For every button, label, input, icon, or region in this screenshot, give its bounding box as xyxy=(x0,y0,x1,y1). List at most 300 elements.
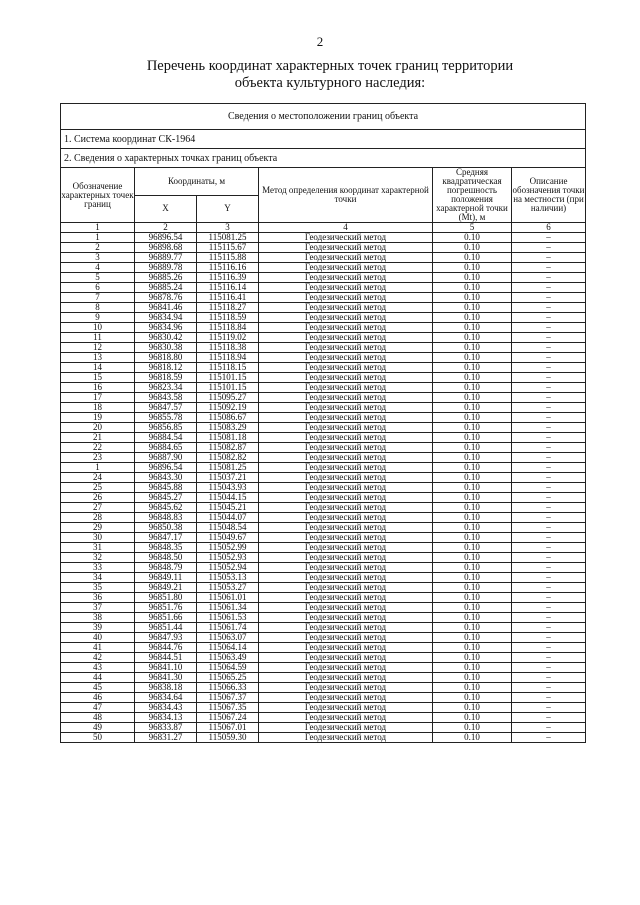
y-coordinate-cell: 115118.15 xyxy=(197,363,259,373)
table-row xyxy=(61,553,586,563)
table-row xyxy=(61,713,586,723)
point-id-cell: 47 xyxy=(61,703,135,713)
table-row xyxy=(61,483,586,493)
method-cell: Геодезический метод xyxy=(259,243,433,253)
point-id-cell: 1 xyxy=(61,233,135,243)
point-id-cell: 45 xyxy=(61,683,135,693)
y-coordinate-cell: 115118.38 xyxy=(197,343,259,353)
error-cell: 0.10 xyxy=(433,673,512,683)
x-coordinate-cell: 96834.96 xyxy=(135,323,197,333)
method-cell: Геодезический метод xyxy=(259,383,433,393)
table-row xyxy=(61,243,586,253)
method-cell: Геодезический метод xyxy=(259,693,433,703)
header-row-1 xyxy=(61,168,586,196)
table-row xyxy=(61,473,586,483)
description-cell: – xyxy=(512,343,586,353)
column-number: 5 xyxy=(433,223,512,233)
coordinates-table xyxy=(60,103,586,743)
description-cell: – xyxy=(512,283,586,293)
x-coordinate-cell: 96841.46 xyxy=(135,303,197,313)
point-id-cell: 50 xyxy=(61,733,135,743)
point-id-cell: 9 xyxy=(61,313,135,323)
column-number: 4 xyxy=(259,223,433,233)
y-coordinate-cell: 115066.33 xyxy=(197,683,259,693)
x-coordinate-cell: 96847.93 xyxy=(135,633,197,643)
error-cell: 0.10 xyxy=(433,603,512,613)
error-cell: 0.10 xyxy=(433,413,512,423)
y-coordinate-cell: 115045.21 xyxy=(197,503,259,513)
point-id-cell: 49 xyxy=(61,723,135,733)
description-cell: – xyxy=(512,423,586,433)
point-id-cell: 15 xyxy=(61,373,135,383)
x-coordinate-cell: 96848.83 xyxy=(135,513,197,523)
x-coordinate-cell: 96851.80 xyxy=(135,593,197,603)
error-cell: 0.10 xyxy=(433,273,512,283)
description-cell: – xyxy=(512,523,586,533)
error-cell: 0.10 xyxy=(433,423,512,433)
table-row xyxy=(61,573,586,583)
col-header-description: Описание обозначения точки на местности (при наличии) xyxy=(512,168,586,223)
description-cell: – xyxy=(512,333,586,343)
x-coordinate-cell: 96845.88 xyxy=(135,483,197,493)
column-number: 1 xyxy=(61,223,135,233)
point-id-cell: 2 xyxy=(61,243,135,253)
method-cell: Геодезический метод xyxy=(259,303,433,313)
point-id-cell: 40 xyxy=(61,633,135,643)
error-cell: 0.10 xyxy=(433,583,512,593)
table-row xyxy=(61,373,586,383)
x-coordinate-cell: 96823.34 xyxy=(135,383,197,393)
description-cell: – xyxy=(512,303,586,313)
x-coordinate-cell: 96887.90 xyxy=(135,453,197,463)
col-header-designation: Обозначение характерных точек границ xyxy=(61,168,135,223)
error-cell: 0.10 xyxy=(433,733,512,743)
y-coordinate-cell: 115059.30 xyxy=(197,733,259,743)
point-id-cell: 16 xyxy=(61,383,135,393)
x-coordinate-cell: 96841.10 xyxy=(135,663,197,673)
coordinate-system: 1. Система координат СК-1964 xyxy=(61,130,586,149)
description-cell: – xyxy=(512,683,586,693)
point-id-cell: 32 xyxy=(61,553,135,563)
error-cell: 0.10 xyxy=(433,473,512,483)
y-coordinate-cell: 115037.21 xyxy=(197,473,259,483)
error-cell: 0.10 xyxy=(433,693,512,703)
table-row xyxy=(61,733,586,743)
y-coordinate-cell: 115081.25 xyxy=(197,463,259,473)
table-row xyxy=(61,393,586,403)
description-cell: – xyxy=(512,363,586,373)
table-row xyxy=(61,583,586,593)
description-cell: – xyxy=(512,353,586,363)
description-cell: – xyxy=(512,273,586,283)
table-row xyxy=(61,543,586,553)
column-number-row xyxy=(61,223,586,233)
table-row xyxy=(61,633,586,643)
error-cell: 0.10 xyxy=(433,653,512,663)
x-coordinate-cell: 96834.94 xyxy=(135,313,197,323)
description-cell: – xyxy=(512,473,586,483)
table-row xyxy=(61,363,586,373)
method-cell: Геодезический метод xyxy=(259,433,433,443)
error-cell: 0.10 xyxy=(433,573,512,583)
description-cell: – xyxy=(512,613,586,623)
error-cell: 0.10 xyxy=(433,393,512,403)
description-cell: – xyxy=(512,573,586,583)
method-cell: Геодезический метод xyxy=(259,393,433,403)
method-cell: Геодезический метод xyxy=(259,363,433,373)
x-coordinate-cell: 96898.68 xyxy=(135,243,197,253)
method-cell: Геодезический метод xyxy=(259,443,433,453)
point-id-cell: 44 xyxy=(61,673,135,683)
point-id-cell: 42 xyxy=(61,653,135,663)
method-cell: Геодезический метод xyxy=(259,293,433,303)
method-cell: Геодезический метод xyxy=(259,263,433,273)
point-id-cell: 11 xyxy=(61,333,135,343)
method-cell: Геодезический метод xyxy=(259,463,433,473)
method-cell: Геодезический метод xyxy=(259,413,433,423)
table-row xyxy=(61,313,586,323)
method-cell: Геодезический метод xyxy=(259,283,433,293)
error-cell: 0.10 xyxy=(433,593,512,603)
table-row xyxy=(61,263,586,273)
point-id-cell: 34 xyxy=(61,573,135,583)
x-coordinate-cell: 96896.54 xyxy=(135,463,197,473)
error-cell: 0.10 xyxy=(433,553,512,563)
error-cell: 0.10 xyxy=(433,613,512,623)
point-id-cell: 36 xyxy=(61,593,135,603)
y-coordinate-cell: 115048.54 xyxy=(197,523,259,533)
table-row xyxy=(61,663,586,673)
point-id-cell: 21 xyxy=(61,433,135,443)
method-cell: Геодезический метод xyxy=(259,733,433,743)
error-cell: 0.10 xyxy=(433,723,512,733)
error-cell: 0.10 xyxy=(433,383,512,393)
y-coordinate-cell: 115118.27 xyxy=(197,303,259,313)
description-cell: – xyxy=(512,693,586,703)
x-coordinate-cell: 96830.38 xyxy=(135,343,197,353)
point-id-cell: 1 xyxy=(61,463,135,473)
error-cell: 0.10 xyxy=(433,713,512,723)
point-id-cell: 37 xyxy=(61,603,135,613)
x-coordinate-cell: 96851.44 xyxy=(135,623,197,633)
description-cell: – xyxy=(512,293,586,303)
table-row xyxy=(61,353,586,363)
point-id-cell: 26 xyxy=(61,493,135,503)
y-coordinate-cell: 115118.94 xyxy=(197,353,259,363)
y-coordinate-cell: 115067.37 xyxy=(197,693,259,703)
description-cell: – xyxy=(512,433,586,443)
table-row xyxy=(61,343,586,353)
y-coordinate-cell: 115081.18 xyxy=(197,433,259,443)
y-coordinate-cell: 115116.41 xyxy=(197,293,259,303)
x-coordinate-cell: 96851.76 xyxy=(135,603,197,613)
method-cell: Геодезический метод xyxy=(259,253,433,263)
col-header-coords: Координаты, м xyxy=(135,168,259,196)
description-cell: – xyxy=(512,313,586,323)
method-cell: Геодезический метод xyxy=(259,703,433,713)
description-cell: – xyxy=(512,603,586,613)
table-row xyxy=(61,443,586,453)
point-id-cell: 24 xyxy=(61,473,135,483)
error-cell: 0.10 xyxy=(433,543,512,553)
description-cell: – xyxy=(512,323,586,333)
coordinate-system-row xyxy=(61,130,586,149)
error-cell: 0.10 xyxy=(433,313,512,323)
y-coordinate-cell: 115082.82 xyxy=(197,453,259,463)
table-row xyxy=(61,523,586,533)
x-coordinate-cell: 96847.17 xyxy=(135,533,197,543)
y-coordinate-cell: 115052.93 xyxy=(197,553,259,563)
error-cell: 0.10 xyxy=(433,433,512,443)
description-cell: – xyxy=(512,513,586,523)
page-number: 2 xyxy=(316,34,324,49)
description-cell: – xyxy=(512,733,586,743)
table-row xyxy=(61,563,586,573)
x-coordinate-cell: 96849.21 xyxy=(135,583,197,593)
method-cell: Геодезический метод xyxy=(259,423,433,433)
document-title xyxy=(100,58,560,92)
table-row xyxy=(61,233,586,243)
description-cell: – xyxy=(512,643,586,653)
error-cell: 0.10 xyxy=(433,293,512,303)
point-id-cell: 8 xyxy=(61,303,135,313)
method-cell: Геодезический метод xyxy=(259,483,433,493)
error-cell: 0.10 xyxy=(433,533,512,543)
error-cell: 0.10 xyxy=(433,323,512,333)
y-coordinate-cell: 115081.25 xyxy=(197,233,259,243)
error-cell: 0.10 xyxy=(433,403,512,413)
table-row xyxy=(61,463,586,473)
table-row xyxy=(61,403,586,413)
description-cell: – xyxy=(512,483,586,493)
y-coordinate-cell: 115065.25 xyxy=(197,673,259,683)
point-id-cell: 27 xyxy=(61,503,135,513)
x-coordinate-cell: 96848.35 xyxy=(135,543,197,553)
x-coordinate-cell: 96834.64 xyxy=(135,693,197,703)
col-header-x: X xyxy=(135,195,197,223)
y-coordinate-cell: 115115.88 xyxy=(197,253,259,263)
point-id-cell: 18 xyxy=(61,403,135,413)
point-id-cell: 23 xyxy=(61,453,135,463)
title-line-2: объекта культурного наследия: xyxy=(234,75,426,91)
method-cell: Геодезический метод xyxy=(259,643,433,653)
error-cell: 0.10 xyxy=(433,503,512,513)
method-cell: Геодезический метод xyxy=(259,533,433,543)
y-coordinate-cell: 115052.99 xyxy=(197,543,259,553)
error-cell: 0.10 xyxy=(433,633,512,643)
description-cell: – xyxy=(512,583,586,593)
table-row xyxy=(61,603,586,613)
method-cell: Геодезический метод xyxy=(259,723,433,733)
description-cell: – xyxy=(512,713,586,723)
x-coordinate-cell: 96830.42 xyxy=(135,333,197,343)
point-id-cell: 28 xyxy=(61,513,135,523)
method-cell: Геодезический метод xyxy=(259,493,433,503)
description-cell: – xyxy=(512,553,586,563)
table-row xyxy=(61,643,586,653)
table-row xyxy=(61,413,586,423)
y-coordinate-cell: 115116.16 xyxy=(197,263,259,273)
description-cell: – xyxy=(512,563,586,573)
x-coordinate-cell: 96855.78 xyxy=(135,413,197,423)
y-coordinate-cell: 115053.27 xyxy=(197,583,259,593)
point-id-cell: 41 xyxy=(61,643,135,653)
x-coordinate-cell: 96896.54 xyxy=(135,233,197,243)
error-cell: 0.10 xyxy=(433,283,512,293)
error-cell: 0.10 xyxy=(433,643,512,653)
x-coordinate-cell: 96838.18 xyxy=(135,683,197,693)
point-id-cell: 6 xyxy=(61,283,135,293)
description-cell: – xyxy=(512,233,586,243)
description-cell: – xyxy=(512,243,586,253)
table-row xyxy=(61,673,586,683)
x-coordinate-cell: 96856.85 xyxy=(135,423,197,433)
table-row xyxy=(61,493,586,503)
error-cell: 0.10 xyxy=(433,513,512,523)
description-cell: – xyxy=(512,453,586,463)
y-coordinate-cell: 115064.14 xyxy=(197,643,259,653)
method-cell: Геодезический метод xyxy=(259,503,433,513)
description-cell: – xyxy=(512,533,586,543)
y-coordinate-cell: 115101.15 xyxy=(197,383,259,393)
description-cell: – xyxy=(512,543,586,553)
point-id-cell: 5 xyxy=(61,273,135,283)
y-coordinate-cell: 115116.39 xyxy=(197,273,259,283)
x-coordinate-cell: 96841.30 xyxy=(135,673,197,683)
y-coordinate-cell: 115118.59 xyxy=(197,313,259,323)
error-cell: 0.10 xyxy=(433,663,512,673)
table-row xyxy=(61,683,586,693)
table-row xyxy=(61,453,586,463)
col-header-y: Y xyxy=(197,195,259,223)
error-cell: 0.10 xyxy=(433,333,512,343)
points-info-row xyxy=(61,149,586,168)
point-id-cell: 14 xyxy=(61,363,135,373)
point-id-cell: 35 xyxy=(61,583,135,593)
table-row xyxy=(61,533,586,543)
points-info: 2. Сведения о характерных точках границ объекта xyxy=(61,149,586,168)
table-row xyxy=(61,273,586,283)
error-cell: 0.10 xyxy=(433,253,512,263)
description-cell: – xyxy=(512,263,586,273)
error-cell: 0.10 xyxy=(433,703,512,713)
description-cell: – xyxy=(512,723,586,733)
x-coordinate-cell: 96818.80 xyxy=(135,353,197,363)
method-cell: Геодезический метод xyxy=(259,523,433,533)
section-header-row xyxy=(61,104,586,130)
x-coordinate-cell: 96850.38 xyxy=(135,523,197,533)
table-row xyxy=(61,433,586,443)
error-cell: 0.10 xyxy=(433,443,512,453)
method-cell: Геодезический метод xyxy=(259,663,433,673)
x-coordinate-cell: 96885.24 xyxy=(135,283,197,293)
error-cell: 0.10 xyxy=(433,373,512,383)
y-coordinate-cell: 115063.49 xyxy=(197,653,259,663)
error-cell: 0.10 xyxy=(433,483,512,493)
table-row xyxy=(61,703,586,713)
description-cell: – xyxy=(512,413,586,423)
method-cell: Геодезический метод xyxy=(259,713,433,723)
x-coordinate-cell: 96849.11 xyxy=(135,573,197,583)
x-coordinate-cell: 96885.26 xyxy=(135,273,197,283)
table-row xyxy=(61,513,586,523)
col-header-method: Метод определения координат характерной точки xyxy=(259,168,433,223)
description-cell: – xyxy=(512,443,586,453)
col-header-error: Средняя квадратическая погрешность положения характерной точки (Mt), м xyxy=(433,168,512,223)
y-coordinate-cell: 115119.02 xyxy=(197,333,259,343)
x-coordinate-cell: 96847.57 xyxy=(135,403,197,413)
x-coordinate-cell: 96889.78 xyxy=(135,263,197,273)
x-coordinate-cell: 96848.79 xyxy=(135,563,197,573)
y-coordinate-cell: 115067.24 xyxy=(197,713,259,723)
method-cell: Геодезический метод xyxy=(259,563,433,573)
table-row xyxy=(61,333,586,343)
method-cell: Геодезический метод xyxy=(259,583,433,593)
point-id-cell: 33 xyxy=(61,563,135,573)
description-cell: – xyxy=(512,663,586,673)
x-coordinate-cell: 96834.13 xyxy=(135,713,197,723)
error-cell: 0.10 xyxy=(433,363,512,373)
method-cell: Геодезический метод xyxy=(259,673,433,683)
description-cell: – xyxy=(512,463,586,473)
point-id-cell: 39 xyxy=(61,623,135,633)
x-coordinate-cell: 96878.76 xyxy=(135,293,197,303)
x-coordinate-cell: 96844.76 xyxy=(135,643,197,653)
x-coordinate-cell: 96818.12 xyxy=(135,363,197,373)
method-cell: Геодезический метод xyxy=(259,473,433,483)
description-cell: – xyxy=(512,623,586,633)
description-cell: – xyxy=(512,253,586,263)
error-cell: 0.10 xyxy=(433,563,512,573)
point-id-cell: 29 xyxy=(61,523,135,533)
table-row xyxy=(61,503,586,513)
description-cell: – xyxy=(512,493,586,503)
x-coordinate-cell: 96818.59 xyxy=(135,373,197,383)
y-coordinate-cell: 115061.74 xyxy=(197,623,259,633)
x-coordinate-cell: 96844.51 xyxy=(135,653,197,663)
y-coordinate-cell: 115061.34 xyxy=(197,603,259,613)
point-id-cell: 13 xyxy=(61,353,135,363)
method-cell: Геодезический метод xyxy=(259,553,433,563)
point-id-cell: 46 xyxy=(61,693,135,703)
description-cell: – xyxy=(512,393,586,403)
x-coordinate-cell: 96889.77 xyxy=(135,253,197,263)
point-id-cell: 4 xyxy=(61,263,135,273)
point-id-cell: 30 xyxy=(61,533,135,543)
x-coordinate-cell: 96884.54 xyxy=(135,433,197,443)
method-cell: Геодезический метод xyxy=(259,653,433,663)
error-cell: 0.10 xyxy=(433,263,512,273)
y-coordinate-cell: 115043.93 xyxy=(197,483,259,493)
y-coordinate-cell: 115044.07 xyxy=(197,513,259,523)
point-id-cell: 25 xyxy=(61,483,135,493)
description-cell: – xyxy=(512,373,586,383)
y-coordinate-cell: 115082.87 xyxy=(197,443,259,453)
y-coordinate-cell: 115115.67 xyxy=(197,243,259,253)
y-coordinate-cell: 115061.53 xyxy=(197,613,259,623)
x-coordinate-cell: 96884.65 xyxy=(135,443,197,453)
x-coordinate-cell: 96843.30 xyxy=(135,473,197,483)
y-coordinate-cell: 115064.59 xyxy=(197,663,259,673)
x-coordinate-cell: 96845.62 xyxy=(135,503,197,513)
column-number: 3 xyxy=(197,223,259,233)
x-coordinate-cell: 96833.87 xyxy=(135,723,197,733)
method-cell: Геодезический метод xyxy=(259,233,433,243)
point-id-cell: 10 xyxy=(61,323,135,333)
error-cell: 0.10 xyxy=(433,463,512,473)
method-cell: Геодезический метод xyxy=(259,373,433,383)
table-row xyxy=(61,693,586,703)
